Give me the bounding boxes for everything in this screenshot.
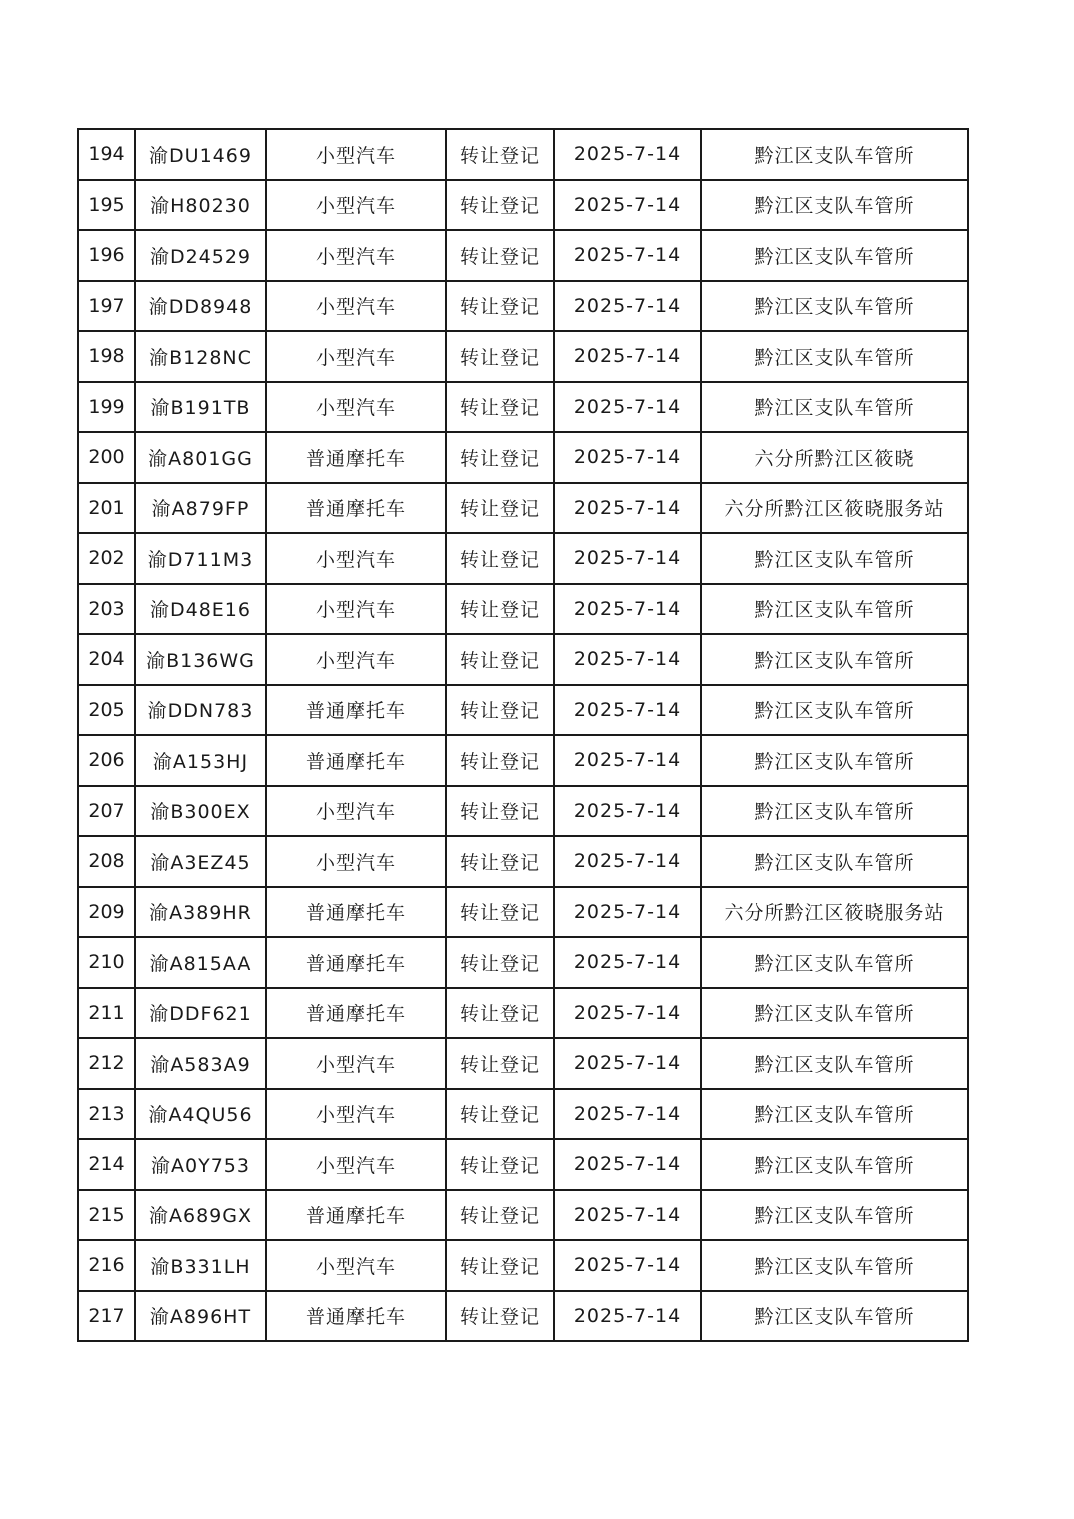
- business-type-cell: 转让登记: [446, 735, 554, 786]
- row-number-cell: 217: [78, 1291, 135, 1342]
- row-number-cell: 216: [78, 1240, 135, 1291]
- table-row: [78, 230, 968, 281]
- vehicle-type-cell: 普通摩托车: [266, 483, 446, 534]
- table-body: [78, 129, 968, 1341]
- office-cell: 黔江区支队车管所: [701, 382, 968, 433]
- plate-number-cell: 渝H80230: [135, 180, 266, 231]
- table-row: [78, 786, 968, 837]
- date-cell: 2025-7-14: [554, 432, 701, 483]
- table-row: [78, 1190, 968, 1241]
- office-cell: 黔江区支队车管所: [701, 230, 968, 281]
- business-type-cell: 转让登记: [446, 634, 554, 685]
- business-type-cell: 转让登记: [446, 584, 554, 635]
- office-cell: 黔江区支队车管所: [701, 937, 968, 988]
- plate-number-cell: 渝B331LH: [135, 1240, 266, 1291]
- office-cell: 黔江区支队车管所: [701, 988, 968, 1039]
- vehicle-type-cell: 小型汽车: [266, 836, 446, 887]
- vehicle-type-cell: 小型汽车: [266, 1038, 446, 1089]
- date-cell: 2025-7-14: [554, 685, 701, 736]
- plate-number-cell: 渝DU1469: [135, 129, 266, 180]
- business-type-cell: 转让登记: [446, 230, 554, 281]
- date-cell: 2025-7-14: [554, 988, 701, 1039]
- row-number-cell: 210: [78, 937, 135, 988]
- vehicle-type-cell: 小型汽车: [266, 382, 446, 433]
- office-cell: 黔江区支队车管所: [701, 180, 968, 231]
- date-cell: 2025-7-14: [554, 331, 701, 382]
- business-type-cell: 转让登记: [446, 382, 554, 433]
- table-row: [78, 1291, 968, 1342]
- business-type-cell: 转让登记: [446, 1240, 554, 1291]
- table-row: [78, 1240, 968, 1291]
- plate-number-cell: 渝B300EX: [135, 786, 266, 837]
- plate-number-cell: 渝A3EZ45: [135, 836, 266, 887]
- vehicle-type-cell: 小型汽车: [266, 129, 446, 180]
- business-type-cell: 转让登记: [446, 1139, 554, 1190]
- table-row: [78, 129, 968, 180]
- vehicle-type-cell: 普通摩托车: [266, 937, 446, 988]
- table-row: [78, 1139, 968, 1190]
- plate-number-cell: 渝A801GG: [135, 432, 266, 483]
- plate-number-cell: 渝A879FP: [135, 483, 266, 534]
- row-number-cell: 212: [78, 1038, 135, 1089]
- office-cell: 黔江区支队车管所: [701, 1038, 968, 1089]
- vehicle-type-cell: 普通摩托车: [266, 1291, 446, 1342]
- office-cell: 黔江区支队车管所: [701, 634, 968, 685]
- date-cell: 2025-7-14: [554, 1291, 701, 1342]
- row-number-cell: 202: [78, 533, 135, 584]
- office-cell: 黔江区支队车管所: [701, 1240, 968, 1291]
- plate-number-cell: 渝A689GX: [135, 1190, 266, 1241]
- row-number-cell: 213: [78, 1089, 135, 1140]
- vehicle-type-cell: 小型汽车: [266, 1139, 446, 1190]
- business-type-cell: 转让登记: [446, 1291, 554, 1342]
- plate-number-cell: 渝B191TB: [135, 382, 266, 433]
- row-number-cell: 206: [78, 735, 135, 786]
- office-cell: 黔江区支队车管所: [701, 735, 968, 786]
- row-number-cell: 200: [78, 432, 135, 483]
- vehicle-type-cell: 小型汽车: [266, 180, 446, 231]
- row-number-cell: 195: [78, 180, 135, 231]
- plate-number-cell: 渝A389HR: [135, 887, 266, 938]
- table-row: [78, 937, 968, 988]
- date-cell: 2025-7-14: [554, 533, 701, 584]
- office-cell: 黔江区支队车管所: [701, 281, 968, 332]
- business-type-cell: 转让登记: [446, 786, 554, 837]
- table-row: [78, 685, 968, 736]
- row-number-cell: 205: [78, 685, 135, 736]
- business-type-cell: 转让登记: [446, 1089, 554, 1140]
- table-row: [78, 887, 968, 938]
- date-cell: 2025-7-14: [554, 887, 701, 938]
- date-cell: 2025-7-14: [554, 1038, 701, 1089]
- row-number-cell: 211: [78, 988, 135, 1039]
- date-cell: 2025-7-14: [554, 836, 701, 887]
- office-cell: 黔江区支队车管所: [701, 584, 968, 635]
- date-cell: 2025-7-14: [554, 1190, 701, 1241]
- table-row: [78, 180, 968, 231]
- vehicle-type-cell: 小型汽车: [266, 1240, 446, 1291]
- date-cell: 2025-7-14: [554, 735, 701, 786]
- row-number-cell: 201: [78, 483, 135, 534]
- vehicle-type-cell: 小型汽车: [266, 584, 446, 635]
- plate-number-cell: 渝B136WG: [135, 634, 266, 685]
- business-type-cell: 转让登记: [446, 685, 554, 736]
- vehicle-type-cell: 小型汽车: [266, 533, 446, 584]
- office-cell: 黔江区支队车管所: [701, 1089, 968, 1140]
- vehicle-type-cell: 普通摩托车: [266, 887, 446, 938]
- date-cell: 2025-7-14: [554, 180, 701, 231]
- row-number-cell: 215: [78, 1190, 135, 1241]
- office-cell: 黔江区支队车管所: [701, 331, 968, 382]
- table-row: [78, 483, 968, 534]
- office-cell: 六分所黔江区筱晓服务站: [701, 483, 968, 534]
- business-type-cell: 转让登记: [446, 129, 554, 180]
- business-type-cell: 转让登记: [446, 533, 554, 584]
- business-type-cell: 转让登记: [446, 432, 554, 483]
- row-number-cell: 209: [78, 887, 135, 938]
- row-number-cell: 203: [78, 584, 135, 635]
- table-row: [78, 432, 968, 483]
- row-number-cell: 207: [78, 786, 135, 837]
- date-cell: 2025-7-14: [554, 584, 701, 635]
- office-cell: 黔江区支队车管所: [701, 685, 968, 736]
- vehicle-type-cell: 小型汽车: [266, 1089, 446, 1140]
- plate-number-cell: 渝A4QU56: [135, 1089, 266, 1140]
- row-number-cell: 199: [78, 382, 135, 433]
- plate-number-cell: 渝D24529: [135, 230, 266, 281]
- row-number-cell: 196: [78, 230, 135, 281]
- vehicle-type-cell: 小型汽车: [266, 634, 446, 685]
- business-type-cell: 转让登记: [446, 937, 554, 988]
- vehicle-type-cell: 普通摩托车: [266, 1190, 446, 1241]
- row-number-cell: 204: [78, 634, 135, 685]
- plate-number-cell: 渝A896HT: [135, 1291, 266, 1342]
- office-cell: 六分所黔江区筱晓: [701, 432, 968, 483]
- office-cell: 黔江区支队车管所: [701, 1139, 968, 1190]
- office-cell: 黔江区支队车管所: [701, 836, 968, 887]
- plate-number-cell: 渝D48E16: [135, 584, 266, 635]
- vehicle-type-cell: 小型汽车: [266, 230, 446, 281]
- row-number-cell: 214: [78, 1139, 135, 1190]
- table-row: [78, 382, 968, 433]
- business-type-cell: 转让登记: [446, 887, 554, 938]
- plate-number-cell: 渝A815AA: [135, 937, 266, 988]
- plate-number-cell: 渝DD8948: [135, 281, 266, 332]
- table-row: [78, 735, 968, 786]
- date-cell: 2025-7-14: [554, 382, 701, 433]
- date-cell: 2025-7-14: [554, 281, 701, 332]
- plate-number-cell: 渝B128NC: [135, 331, 266, 382]
- date-cell: 2025-7-14: [554, 937, 701, 988]
- table-row: [78, 281, 968, 332]
- office-cell: 黔江区支队车管所: [701, 1291, 968, 1342]
- row-number-cell: 198: [78, 331, 135, 382]
- date-cell: 2025-7-14: [554, 1089, 701, 1140]
- plate-number-cell: 渝DDN783: [135, 685, 266, 736]
- business-type-cell: 转让登记: [446, 483, 554, 534]
- office-cell: 黔江区支队车管所: [701, 786, 968, 837]
- plate-number-cell: 渝D711M3: [135, 533, 266, 584]
- table-row: [78, 533, 968, 584]
- table-row: [78, 836, 968, 887]
- vehicle-type-cell: 普通摩托车: [266, 735, 446, 786]
- plate-number-cell: 渝A153HJ: [135, 735, 266, 786]
- date-cell: 2025-7-14: [554, 129, 701, 180]
- business-type-cell: 转让登记: [446, 988, 554, 1039]
- vehicle-type-cell: 普通摩托车: [266, 685, 446, 736]
- office-cell: 黔江区支队车管所: [701, 1190, 968, 1241]
- business-type-cell: 转让登记: [446, 281, 554, 332]
- vehicle-type-cell: 小型汽车: [266, 331, 446, 382]
- table-row: [78, 634, 968, 685]
- vehicle-type-cell: 小型汽车: [266, 786, 446, 837]
- date-cell: 2025-7-14: [554, 786, 701, 837]
- table-row: [78, 331, 968, 382]
- business-type-cell: 转让登记: [446, 180, 554, 231]
- table-row: [78, 1038, 968, 1089]
- business-type-cell: 转让登记: [446, 836, 554, 887]
- table-row: [78, 584, 968, 635]
- row-number-cell: 194: [78, 129, 135, 180]
- plate-number-cell: 渝A0Y753: [135, 1139, 266, 1190]
- plate-number-cell: 渝DDF621: [135, 988, 266, 1039]
- date-cell: 2025-7-14: [554, 230, 701, 281]
- row-number-cell: 197: [78, 281, 135, 332]
- vehicle-transfer-table: [77, 128, 969, 1342]
- office-cell: 黔江区支队车管所: [701, 533, 968, 584]
- business-type-cell: 转让登记: [446, 1038, 554, 1089]
- table-row: [78, 1089, 968, 1140]
- date-cell: 2025-7-14: [554, 483, 701, 534]
- office-cell: 黔江区支队车管所: [701, 129, 968, 180]
- date-cell: 2025-7-14: [554, 1139, 701, 1190]
- plate-number-cell: 渝A583A9: [135, 1038, 266, 1089]
- business-type-cell: 转让登记: [446, 1190, 554, 1241]
- vehicle-type-cell: 普通摩托车: [266, 432, 446, 483]
- date-cell: 2025-7-14: [554, 1240, 701, 1291]
- row-number-cell: 208: [78, 836, 135, 887]
- date-cell: 2025-7-14: [554, 634, 701, 685]
- business-type-cell: 转让登记: [446, 331, 554, 382]
- vehicle-type-cell: 小型汽车: [266, 281, 446, 332]
- table-row: [78, 988, 968, 1039]
- vehicle-type-cell: 普通摩托车: [266, 988, 446, 1039]
- office-cell: 六分所黔江区筱晓服务站: [701, 887, 968, 938]
